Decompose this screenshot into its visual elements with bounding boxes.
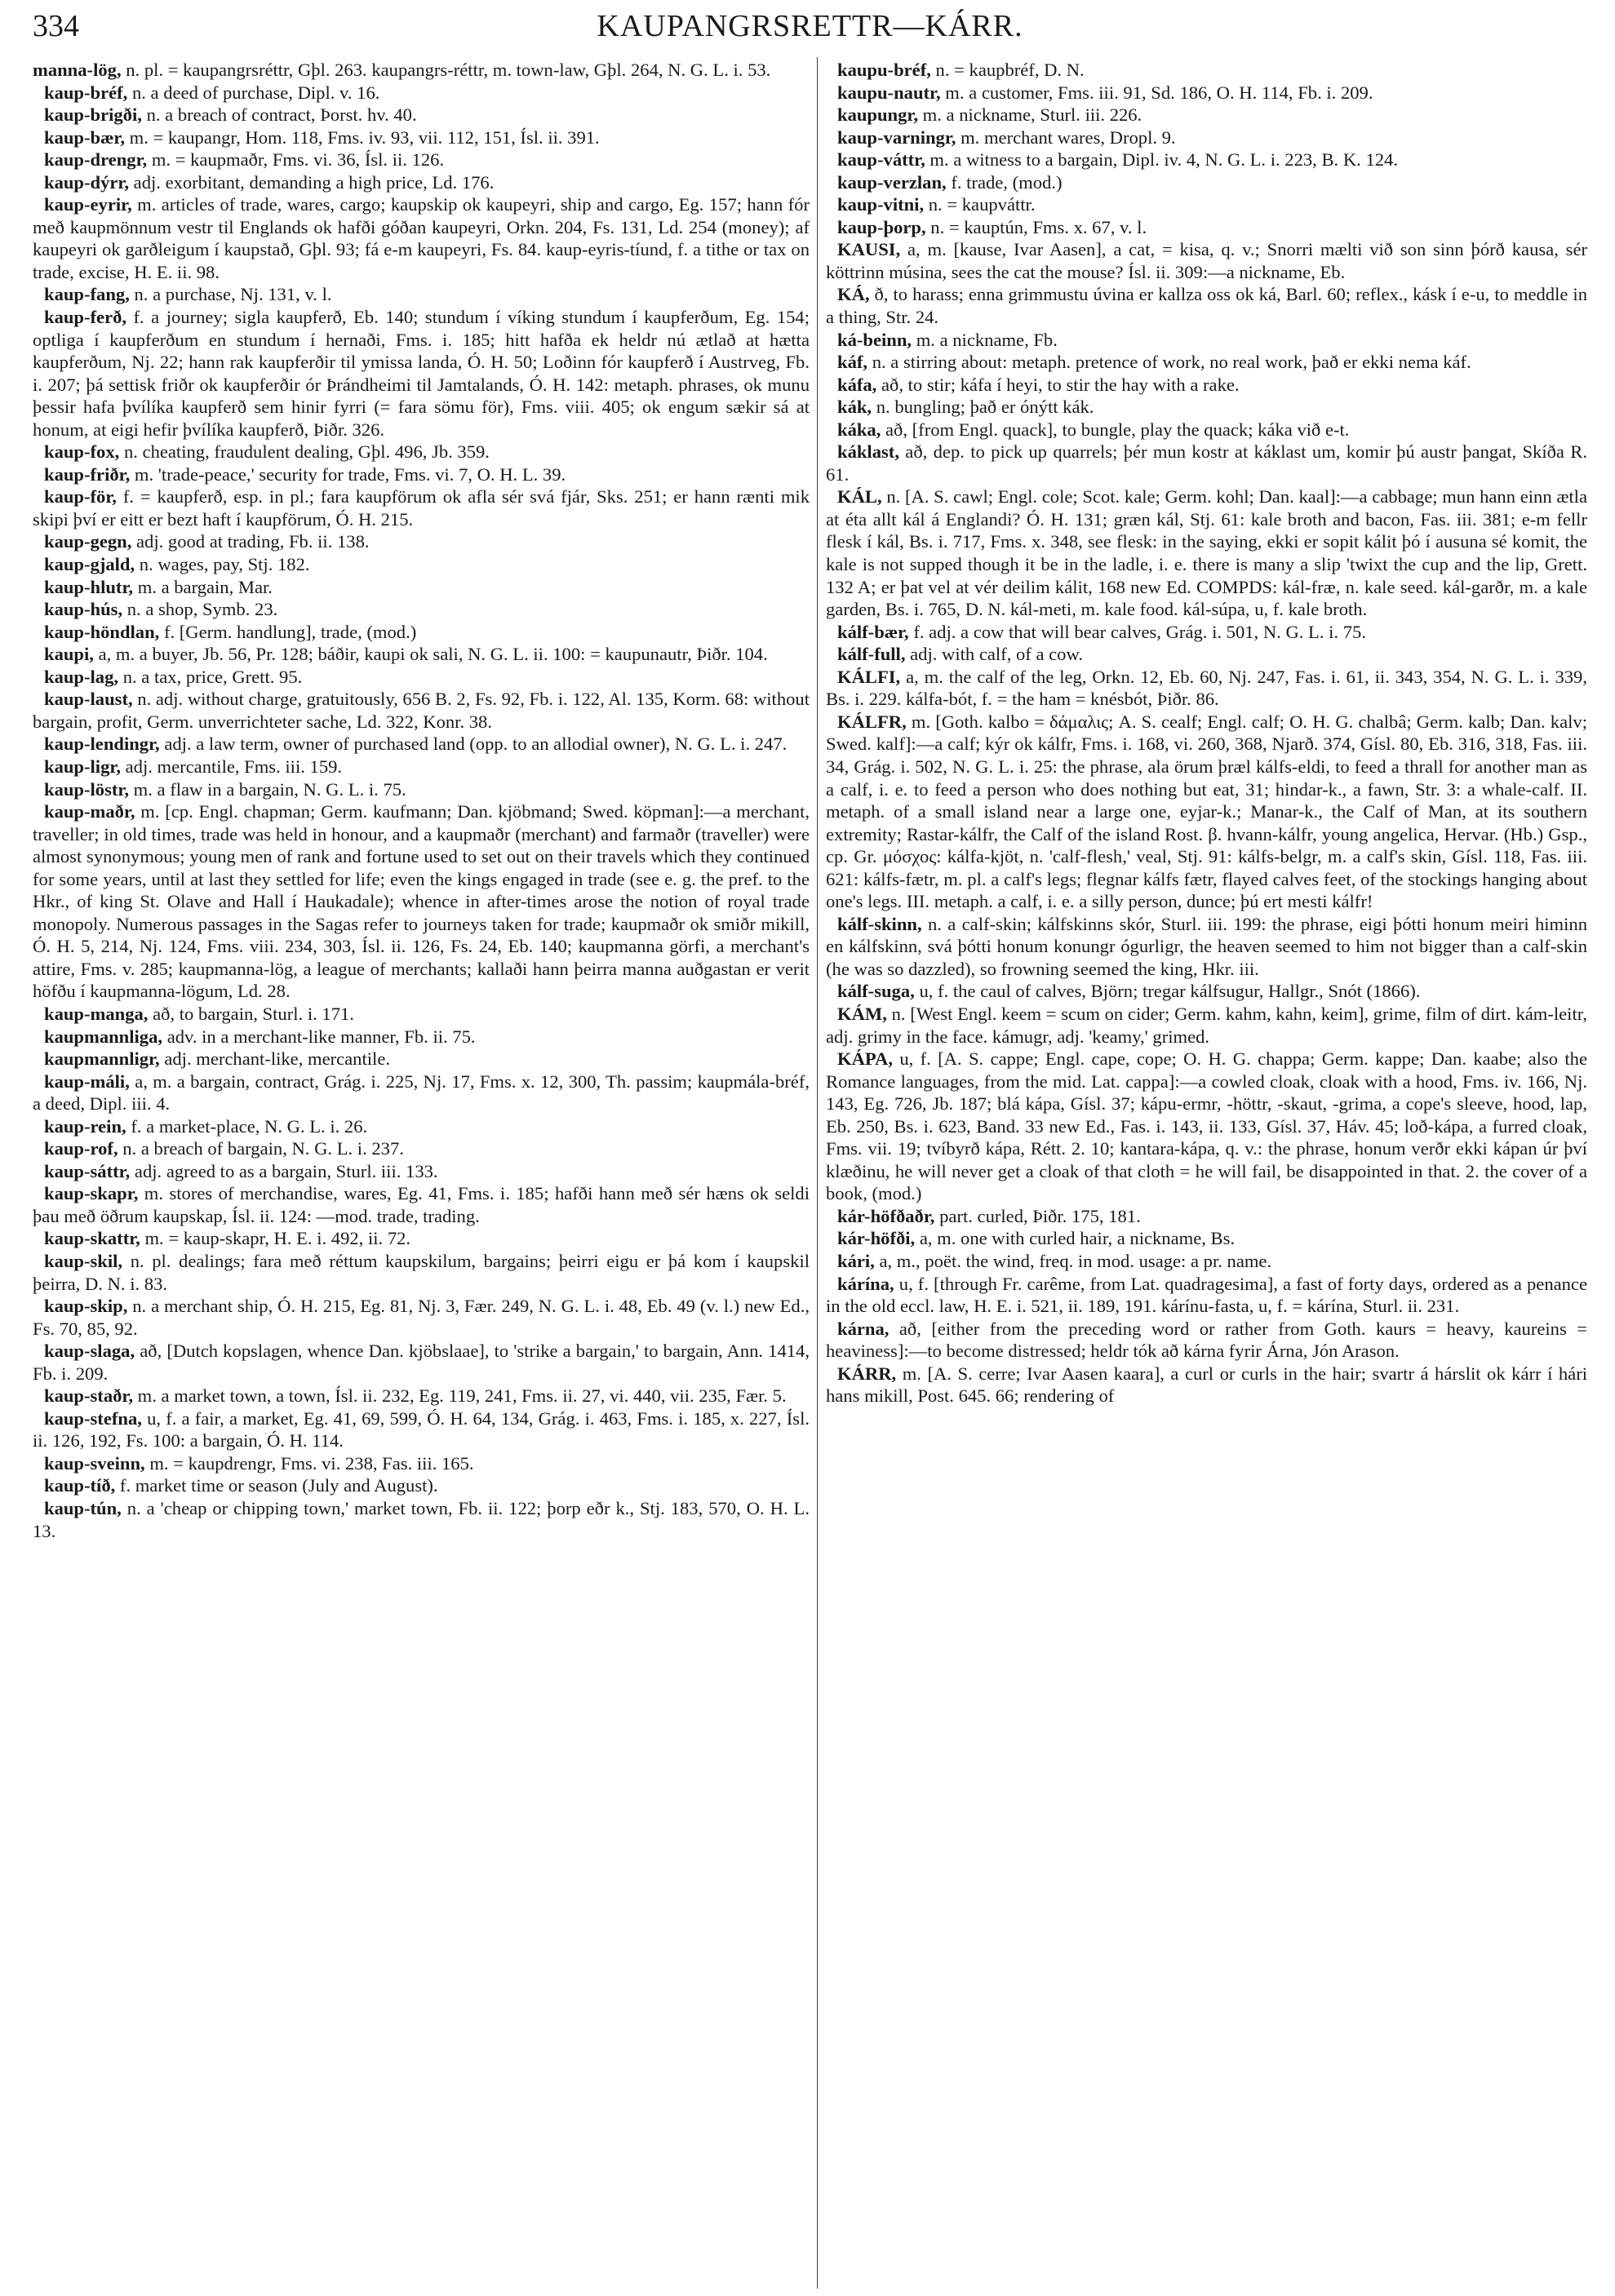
definition: n. pl. dealings; fara með réttum kaupskilum, bargains; þeirri eigu er þá kom í kaupskil þeirra, D. N. i. 83. xyxy=(33,1250,810,1294)
headword: kaup-rein, xyxy=(44,1115,126,1137)
dictionary-entry xyxy=(33,283,810,306)
dictionary-entry xyxy=(33,1160,810,1183)
dictionary-entry xyxy=(33,666,810,689)
headword: kár-höfði, xyxy=(837,1228,916,1249)
headword: kálf-bær, xyxy=(837,621,909,642)
dictionary-entry xyxy=(33,1407,810,1452)
definition: m. [cp. Engl. chapman; Germ. kaufmann; Dan. kjöbmand; Swed. köpman]:—a merchant, traveller; in old times, trade was held in honour, and a kaupmaðr (merchant) and farmaðr (traveller) were almost synonymous; young men of rank and fortune used to set out on their travels which they continued for some years, until at last they settled for life; even the kings engaged in trade (see e. g. the pref. to the Hkr., of king St. Olave and Hall í Haukadale); whence in after-times arose the notion of royal trade monopoly. Numerous passages in the Sagas refer to journeys taken for trade; kaupmaðr ok smiðr mikill, Ó. H. 5, 214, Nj. 124, Fms. viii. 234, 303, Ísl. ii. 126, Fs. 24, Eb. 140; kaupmanna görfi, a merchant's attire, Fms. v. 285; kaupmanna-lög, a league of merchants; kallaði hann þeirra manna auðgastan er verit höfðu í kaupmanna-lögum, Ld. 28. xyxy=(33,801,810,1002)
dictionary-entry xyxy=(33,463,810,486)
definition: n. a breach of contract, Þorst. hv. 40. xyxy=(141,104,417,126)
headword: kár-höfðaðr, xyxy=(837,1205,935,1226)
dictionary-entry xyxy=(826,1363,1587,1407)
definition: f. trade, (mod.) xyxy=(946,171,1063,193)
definition: að, [either from the preceding word or rather from Goth. kaurs = heavy, kaureins = heaviness]:—to become distressed; heldr tók að kárna fyrir Árna, Jón Arason. xyxy=(826,1318,1587,1362)
headword: manna-lög, xyxy=(33,60,122,80)
definition: n. a calf-skin; kálfskinns skór, Sturl. iii. 199: the phrase, eigi þótti honum meiri himinn en kálfskinn, svá þótti honum konungr ógurligr, the heaven seemed to him not bigger than a calf-skin (he was so dazzled), so frowning seemed the king, Hkr. iii. xyxy=(826,913,1587,979)
dictionary-entry xyxy=(826,1048,1587,1205)
headword: káf, xyxy=(837,352,868,373)
headword: kaup-skapr, xyxy=(44,1183,139,1204)
headword: kaup-varningr, xyxy=(837,126,956,148)
definition: að, dep. to pick up quarrels; þér mun kostr at káklast um, komir þú austr þangat, Skíða R. 61. xyxy=(826,441,1587,485)
headword: kaup-skil, xyxy=(44,1250,123,1271)
definition: m. articles of trade, wares, cargo; kaupskip ok kaupeyri, ship and cargo, Eg. 157; hann fór með kaupmönnum vestr til Englands ok hafði góðan kaupeyri, Orkn. 204, Fs. 131, Ld. 254 (money); af kaupeyri ok garðleigum í kaupstað, Gþl. 93; fá e-m kaupeyri, Fs. 84. kaup-eyris-tíund, f. a tithe or tax on trade, excise, H. E. ii. 98. xyxy=(33,194,810,282)
definition: adj. merchant-like, mercantile. xyxy=(159,1048,390,1070)
definition: n. [West Engl. keem = scum on cider; Germ. kahm, kahn, keim], grime, film of dirt. kám-leitr, adj. grimy in the face. kámugr, adj. 'keamy,' grimed. xyxy=(826,1003,1587,1047)
dictionary-entry xyxy=(33,59,810,82)
dictionary-entry xyxy=(826,329,1587,352)
definition: f. = kaupferð, esp. in pl.; fara kaupförum ok afla sér svá fjár, Sks. 251; er hann rænti mik skipi því er eitt er bezt haft í kaupförum, Ó. H. 215. xyxy=(33,486,810,530)
dictionary-entry xyxy=(826,238,1587,283)
definition: adj. agreed to as a bargain, Sturl. iii. 133. xyxy=(130,1160,438,1181)
page-number: 334 xyxy=(33,9,79,43)
definition: n. [A. S. cawl; Engl. cole; Scot. kale; Germ. kohl; Dan. kaal]:—a cabbage; mun hann einn ætla at éta allt kál á Englandi? Ó. H. 131; græn kál, Stj. 61: kale broth and bacon, Fas. iii. 381; e-m fellr flesk í kál, Bs. i. 717, Fms. x. 348, see flesk: in the saying, ekki er sopit kálit þó í ausuna sé komit, the kale is not supped though it be in the ladle, i. e. there is many a slip 'twixt the cup and the lip, Grett. 132 A; er þat vel at vér deilim kálit, 168 new Ed. COMPDS: kál-fræ, n. kale seed. kál-garðr, m. a kale garden, Bs. i. 765, D. N. kál-meti, m. kale food. kál-súpa, u, f. kale broth. xyxy=(826,486,1587,620)
headword: káka, xyxy=(837,419,881,440)
definition: m. = kaup-skapr, H. E. i. 492, ii. 72. xyxy=(140,1228,411,1249)
dictionary-entry xyxy=(33,193,810,283)
headword: kaup-slaga, xyxy=(44,1341,135,1362)
definition: ð, to harass; enna grimmustu úvina er kallza oss ok ká, Barl. 60; reflex., kásk í e-u, to meddle in a thing, Str. 24. xyxy=(826,284,1587,328)
definition: m. = kaupangr, Hom. 118, Fms. iv. 93, vii. 112, 151, Ísl. ii. 391. xyxy=(125,126,600,148)
definition: m. a bargain, Mar. xyxy=(133,576,273,597)
headword: kaup-þorp, xyxy=(837,216,926,237)
dictionary-entry xyxy=(33,1137,810,1160)
headword: kaup-skattr, xyxy=(44,1228,140,1249)
headword: kaup-stefna, xyxy=(44,1407,142,1429)
dictionary-entry xyxy=(33,1497,810,1542)
headword: káfa, xyxy=(837,374,877,395)
dictionary-entry xyxy=(826,441,1587,485)
definition: n. = kaupváttr. xyxy=(924,194,1036,215)
dictionary-entry xyxy=(826,59,1587,82)
definition: m. = kaupmaðr, Fms. vi. 36, Ísl. ii. 126. xyxy=(147,149,445,171)
dictionary-entry xyxy=(33,1070,810,1115)
dictionary-entry xyxy=(826,419,1587,441)
headword: kaup-sveinn, xyxy=(44,1452,145,1474)
dictionary-entry xyxy=(33,1250,810,1295)
headword: kaupi, xyxy=(44,644,94,665)
dictionary-entry xyxy=(33,1474,810,1497)
headword: kaupmannligr, xyxy=(44,1048,160,1070)
dictionary-entry xyxy=(33,1048,810,1070)
dictionary-entry xyxy=(33,1227,810,1250)
headword: KÁ, xyxy=(837,284,870,305)
headword: kaup-laust, xyxy=(44,689,133,710)
definition: að, [Dutch kopslagen, whence Dan. kjöbslaae], to 'strike a bargain,' to bargain, Ann. 1414, Fb. i. 209. xyxy=(33,1341,810,1384)
dictionary-entry xyxy=(33,1026,810,1048)
dictionary-entry xyxy=(826,666,1587,711)
definition: n. = kaupbréf, D. N. xyxy=(930,60,1085,80)
dictionary-entry xyxy=(33,598,810,621)
dictionary-entry xyxy=(33,1340,810,1385)
definition: m. a nickname, Sturl. iii. 226. xyxy=(918,104,1142,126)
definition: m. merchant wares, Dropl. 9. xyxy=(956,126,1176,148)
definition: a, m., poët. the wind, freq. in mod. usage: a pr. name. xyxy=(874,1250,1272,1271)
headword: kaup-hús, xyxy=(44,599,123,620)
dictionary-entry xyxy=(826,643,1587,666)
definition: u, f. a fair, a market, Eg. 41, 69, 599, Ó. H. 64, 134, Grág. i. 463, Fms. i. 185, x. 227, Ísl. ii. 126, 192, Fs. 100: a bargain, Ó. H. 114. xyxy=(33,1407,810,1452)
dictionary-entry xyxy=(33,485,810,530)
definition: n. a deed of purchase, Dipl. v. 16. xyxy=(127,82,380,103)
dictionary-entry xyxy=(826,82,1587,104)
headword: kaup-tíð, xyxy=(44,1475,116,1496)
headword: kárína, xyxy=(837,1273,894,1294)
headword: kák, xyxy=(837,397,872,418)
definition: n. a merchant ship, Ó. H. 215, Eg. 81, Nj. 3, Fær. 249, N. G. L. i. 48, Eb. 49 (v. l.) new Ed., Fs. 70, 85, 92. xyxy=(33,1296,810,1339)
dictionary-entry xyxy=(33,1385,810,1407)
headword: kaup-ferð, xyxy=(44,307,127,328)
definition: að, [from Engl. quack], to bungle, play the quack; káka við e-t. xyxy=(881,419,1350,440)
headword: KÁPA, xyxy=(837,1048,893,1070)
headword: kári, xyxy=(837,1250,875,1271)
definition: u, f. [through Fr. carême, from Lat. quadragesima], a fast of forty days, ordered as a penance in the old eccl. law, H. E. i. 521, ii. 189, 191. kárínu-fasta, u, f. = kárína, Sturl. ii. 231. xyxy=(826,1273,1587,1317)
dictionary-entry xyxy=(33,621,810,644)
headword: kaup-löstr, xyxy=(44,778,130,800)
dictionary-entry xyxy=(33,148,810,171)
dictionary-entry xyxy=(33,800,810,1003)
headword: kaup-brigði, xyxy=(44,104,142,126)
headword: kaup-váttr, xyxy=(837,149,925,171)
headword: káklast, xyxy=(837,441,899,463)
dictionary-entry xyxy=(33,553,810,576)
definition: n. adj. without charge, gratuitously, 656 B. 2, Fs. 92, Fb. i. 122, Al. 135, Korm. 68: without bargain, profit, Germ. unverrichteter sache, Ld. 322, Konr. 38. xyxy=(33,689,810,732)
dictionary-entry xyxy=(33,643,810,666)
definition: a, m. one with curled hair, a nickname, Bs. xyxy=(915,1228,1236,1249)
headword: kaup-manga, xyxy=(44,1003,149,1024)
headword: kaup-bær, xyxy=(44,126,126,148)
dictionary-entry xyxy=(826,216,1587,239)
definition: n. a shop, Symb. 23. xyxy=(122,599,278,620)
definition: n. pl. = kaupangrsréttr, Gþl. 263. kaupangrs-réttr, m. town-law, Gþl. 264, N. G. L. i. 53. xyxy=(121,60,771,80)
headword: kaup-skip, xyxy=(44,1296,128,1317)
definition: m. a customer, Fms. iii. 91, Sd. 186, O. H. 114, Fb. i. 209. xyxy=(940,82,1373,103)
headword: kaup-hlutr, xyxy=(44,576,134,597)
headword: kálf-full, xyxy=(837,644,906,665)
headword: kaupungr, xyxy=(837,104,919,126)
definition: a, m. a buyer, Jb. 56, Pr. 128; báðir, kaupi ok sali, N. G. L. ii. 100: = kaupunautr, Þiðr. 104. xyxy=(93,644,768,665)
dictionary-entry xyxy=(33,530,810,553)
dictionary-entry xyxy=(826,1227,1587,1250)
dictionary-entry xyxy=(33,576,810,599)
dictionary-entry xyxy=(33,171,810,194)
headword: kaup-friðr, xyxy=(44,463,131,485)
definition: m. 'trade-peace,' security for trade, Fms. vi. 7, O. H. L. 39. xyxy=(130,463,566,485)
dictionary-entry xyxy=(826,1318,1587,1363)
dictionary-entry xyxy=(826,396,1587,419)
column-divider xyxy=(817,57,818,2289)
definition: n. cheating, fraudulent dealing, Gþl. 496, Jb. 359. xyxy=(119,441,490,463)
dictionary-entry xyxy=(826,485,1587,620)
headword: kaup-dýrr, xyxy=(44,171,130,193)
headword: kaup-staðr, xyxy=(44,1385,134,1407)
dictionary-entry xyxy=(33,1003,810,1026)
dictionary-entry xyxy=(33,778,810,801)
dictionary-entry xyxy=(33,1452,810,1475)
definition: n. a tax, price, Grett. 95. xyxy=(118,666,303,687)
headword: kálf-skinn, xyxy=(837,913,922,934)
dictionary-entry xyxy=(826,1250,1587,1273)
right-column xyxy=(826,59,1587,1407)
definition: n. a breach of bargain, N. G. L. i. 237. xyxy=(118,1138,404,1159)
dictionary-entry xyxy=(826,980,1587,1003)
dictionary-entry xyxy=(33,1115,810,1138)
definition: að, to bargain, Sturl. i. 171. xyxy=(148,1003,354,1024)
definition: f. a market-place, N. G. L. i. 26. xyxy=(126,1115,368,1137)
headword: kárna, xyxy=(837,1318,890,1339)
definition: a, m. a bargain, contract, Grág. i. 225, Nj. 17, Fms. x. 12, 300, Th. passim; kaupmála-bréf, a deed, Dipl. iii. 4. xyxy=(33,1070,810,1115)
definition: u, f. the caul of calves, Björn; tregar kálfsugur, Hallgr., Snót (1866). xyxy=(914,981,1421,1002)
definition: adj. with calf, of a cow. xyxy=(905,644,1083,665)
dictionary-entry xyxy=(826,621,1587,644)
definition: f. a journey; sigla kaupferð, Eb. 140; stundum í víking stundum í kaupferðum, Eg. 154; optliga í kaupferðum en stundum í hernaði, Fms. i. 185; hitt hafða ek heldr nú ætlað at hætta kaupferðum, Nj. 22; hann rak kaupferðir til ymissa landa, Ó. H. 50; Loðinn fór kaupferð í Austrveg, Fb. i. 207; þá settisk friðr ok kaupferðir ór Þrándheimi til Jamtalands, Ó. H. 142: metaph. phrases, ok munu þessir hafa þvílíka kaupferð sem hinir fyrri (= fara sömu för), Fms. viii. 405; ok engum sækir sá at honum, at eigi hefir þvílíka kaupferð, Þiðr. 326. xyxy=(33,307,810,440)
headword: ká-beinn, xyxy=(837,329,912,350)
headword: KAUSI, xyxy=(837,239,901,260)
definition: m. stores of merchandise, wares, Eg. 41, Fms. i. 185; hafði hann með sér hæns ok seldi þau með öðrum kaupskap, Ísl. ii. 124: —mod. trade, trading. xyxy=(33,1183,810,1226)
definition: adj. exorbitant, demanding a high price, Ld. 176. xyxy=(129,171,495,193)
definition: n. a purchase, Nj. 131, v. l. xyxy=(129,284,332,305)
left-column xyxy=(33,59,810,1542)
definition: n. a stirring about: metaph. pretence of work, no real work, það er ekki nema káf. xyxy=(867,352,1471,373)
dictionary-entry xyxy=(826,1205,1587,1228)
dictionary-entry xyxy=(33,126,810,149)
definition: adj. good at trading, Fb. ii. 138. xyxy=(131,531,370,552)
definition: a, m. the calf of the leg, Orkn. 12, Eb. 60, Nj. 247, Fas. i. 61, ii. 343, 354, N. G. L. i. 339, Bs. i. 229. kálfa-bót, f. = the ham = knésbót, Þiðr. 86. xyxy=(826,666,1587,710)
definition: adv. in a merchant-like manner, Fb. ii. 75. xyxy=(162,1026,476,1047)
page-title: KAUPANGRSRETTR—KÁRR. xyxy=(597,9,1023,43)
dictionary-entry xyxy=(33,82,810,104)
headword: kaup-för, xyxy=(44,486,117,508)
definition: m. [A. S. cerre; Ivar Aasen kaara], a curl or curls in the hair; svartr á hárslit ok kárr í hári hans mikill, Post. 645. 66; rendering of xyxy=(826,1363,1587,1407)
definition: m. a market town, a town, Ísl. ii. 232, Eg. 119, 241, Fms. ii. 27, vi. 440, vii. 235, Fær. 5. xyxy=(133,1385,787,1407)
headword: KÁL, xyxy=(837,486,882,508)
dictionary-entry xyxy=(33,1295,810,1340)
dictionary-entry xyxy=(826,1003,1587,1048)
headword: KÁRR, xyxy=(837,1363,897,1384)
headword: kaupu-nautr, xyxy=(837,82,941,103)
dictionary-entry xyxy=(33,1182,810,1227)
definition: n. bungling; það er ónýtt kák. xyxy=(872,397,1094,418)
definition: m. a nickname, Fb. xyxy=(912,329,1058,350)
dictionary-entry xyxy=(826,283,1587,328)
dictionary-entry xyxy=(826,126,1587,149)
definition: n. a 'cheap or chipping town,' market town, Fb. ii. 122; þorp eðr k., Stj. 183, 570, O. H. L. 13. xyxy=(33,1498,810,1541)
definition: m. a flaw in a bargain, N. G. L. i. 75. xyxy=(129,778,406,800)
headword: kaup-gjald, xyxy=(44,554,135,575)
dictionary-entry xyxy=(33,756,810,778)
headword: kaup-rof, xyxy=(44,1138,118,1159)
headword: kaupmannliga, xyxy=(44,1026,163,1047)
headword: kaup-verzlan, xyxy=(837,171,947,193)
definition: m. [Goth. kalbo = δάμαλις; A. S. cealf; Engl. calf; O. H. G. chalbâ; Germ. kalb; Dan. kalv; Swed. kalf]:—a calf; kýr ok kálfr, Fms. i. 168, vi. 260, 368, Njarð. 374, Gísl. 80, Eb. 316, 318, Fas. iii. 34, Grág. i. 502, N. G. L. i. 25: the phrase, ala örum þræl kálfs-eldi, to feed a thrall for another man as a calf, i. e. to feed a person who does nothing but eat, 31; hindar-k., a fawn, Str. 3: a whale-calf. II. metaph. of a small island near a large one, eyjar-k.; Manar-k., the Calf of Man, at its southern extremity; Rastar-kálfr, the Calf of the island Rost. β. hvann-kálfr, young angelica, Hervar. (Hb.) Gsp., cp. Gr. μόσχος: kálfa-kjöt, n. 'calf-flesh,' veal, Stj. 91: kálfs-belgr, m. a calf's skin, Gísl. 118, Fas. iii. 621: kálfs-fætr, m. pl. a calf's legs; flegnar kálfs fætr, flayed calves feet, of the stockings hanging about one's legs. III. metaph. a calf, i. e. a silly person, dunce; þú ert mesti kálfr! xyxy=(826,711,1587,912)
dictionary-entry xyxy=(826,711,1587,913)
headword: kaup-vitni, xyxy=(837,194,925,215)
headword: KÁLFR, xyxy=(837,711,907,732)
definition: f. [Germ. handlung], trade, (mod.) xyxy=(159,621,417,642)
headword: kaup-bréf, xyxy=(44,82,128,103)
headword: kaup-höndlan, xyxy=(44,621,160,642)
definition: n. wages, pay, Stj. 182. xyxy=(135,554,310,575)
definition: m. a witness to a bargain, Dipl. iv. 4, N. G. L. i. 223, B. K. 124. xyxy=(925,149,1398,171)
dictionary-entry xyxy=(33,104,810,126)
definition: adj. a law term, owner of purchased land (opp. to an allodial owner), N. G. L. i. 247. xyxy=(159,734,788,755)
headword: kaup-fox, xyxy=(44,441,120,463)
dictionary-entry xyxy=(33,733,810,756)
dictionary-entry xyxy=(33,441,810,463)
headword: kaup-lag, xyxy=(44,666,119,687)
headword: kaupu-bréf, xyxy=(837,60,931,80)
definition: adj. mercantile, Fms. iii. 159. xyxy=(120,756,343,777)
definition: m. = kaupdrengr, Fms. vi. 238, Fas. iii. 165. xyxy=(144,1452,474,1474)
dictionary-entry xyxy=(826,374,1587,397)
headword: kaup-tún, xyxy=(44,1498,122,1518)
definition: f. adj. a cow that will bear calves, Grág. i. 501, N. G. L. i. 75. xyxy=(908,621,1366,642)
definition: n. = kauptún, Fms. x. 67, v. l. xyxy=(925,216,1147,237)
headword: kaup-fang, xyxy=(44,284,130,305)
page-header xyxy=(33,8,1587,49)
headword: kaup-gegn, xyxy=(44,531,132,552)
definition: part. curled, Þiðr. 175, 181. xyxy=(934,1205,1141,1226)
headword: kaup-ligr, xyxy=(44,756,121,777)
definition: að, to stir; káfa í heyi, to stir the hay with a rake. xyxy=(876,374,1240,395)
dictionary-entry xyxy=(826,1273,1587,1318)
definition: u, f. [A. S. cappe; Engl. cape, cope; O. H. G. chappa; Germ. kappe; Dan. kaabe; also the Romance languages, from the mid. Lat. cappa]:—a cowled cloak, cloak with a hood, Fms. iv. 166, Nj. 143, Eg. 726, Jb. 187; blá kápa, Gísl. 37; kápu-ermr, -höttr, -skaut, -grima, a cope's sleeve, hood, lap, Eb. 250, Bs. i. 623, Band. 33 new Ed., Fas. i. 143, ii. 133, Gísl. 37, Háv. 45; loð-kápa, a furred cloak, Fms. vii. 19; tvíbyrð kápa, Rétt. 2. 10; kantara-kápa, q. v.: the phrase, honum verðr ekki kápan úr því klæðinu, he will never get a cloak of that cloth = he will fail, be disappointed in that. 2. the cover of a book, (mod.) xyxy=(826,1048,1587,1204)
headword: kaup-maðr, xyxy=(44,801,135,822)
headword: kaup-eyrir, xyxy=(44,194,132,215)
headword: KÁLFI, xyxy=(837,666,901,687)
headword: kaup-máli, xyxy=(44,1070,130,1092)
headword: KÁM, xyxy=(837,1003,887,1024)
headword: kaup-drengr, xyxy=(44,149,148,171)
dictionary-entry xyxy=(826,351,1587,374)
dictionary-entry xyxy=(826,171,1587,194)
dictionary-entry xyxy=(826,148,1587,171)
dictionary-entry xyxy=(33,688,810,733)
headword: kaup-lendingr, xyxy=(44,734,160,755)
headword: kálf-suga, xyxy=(837,981,915,1002)
definition: a, m. [kause, Ivar Aasen], a cat, = kisa, q. v.; Snorri mælti við son sinn þórð kausa, sér köttrinn músina, sees the cat the mouse? Ísl. ii. 309:—a nickname, Eb. xyxy=(826,239,1587,282)
dictionary-entry xyxy=(826,193,1587,216)
dictionary-entry xyxy=(826,913,1587,981)
dictionary-entry xyxy=(826,104,1587,126)
dictionary-entry xyxy=(33,306,810,441)
headword: kaup-sáttr, xyxy=(44,1160,131,1181)
definition: f. market time or season (July and August). xyxy=(115,1475,438,1496)
